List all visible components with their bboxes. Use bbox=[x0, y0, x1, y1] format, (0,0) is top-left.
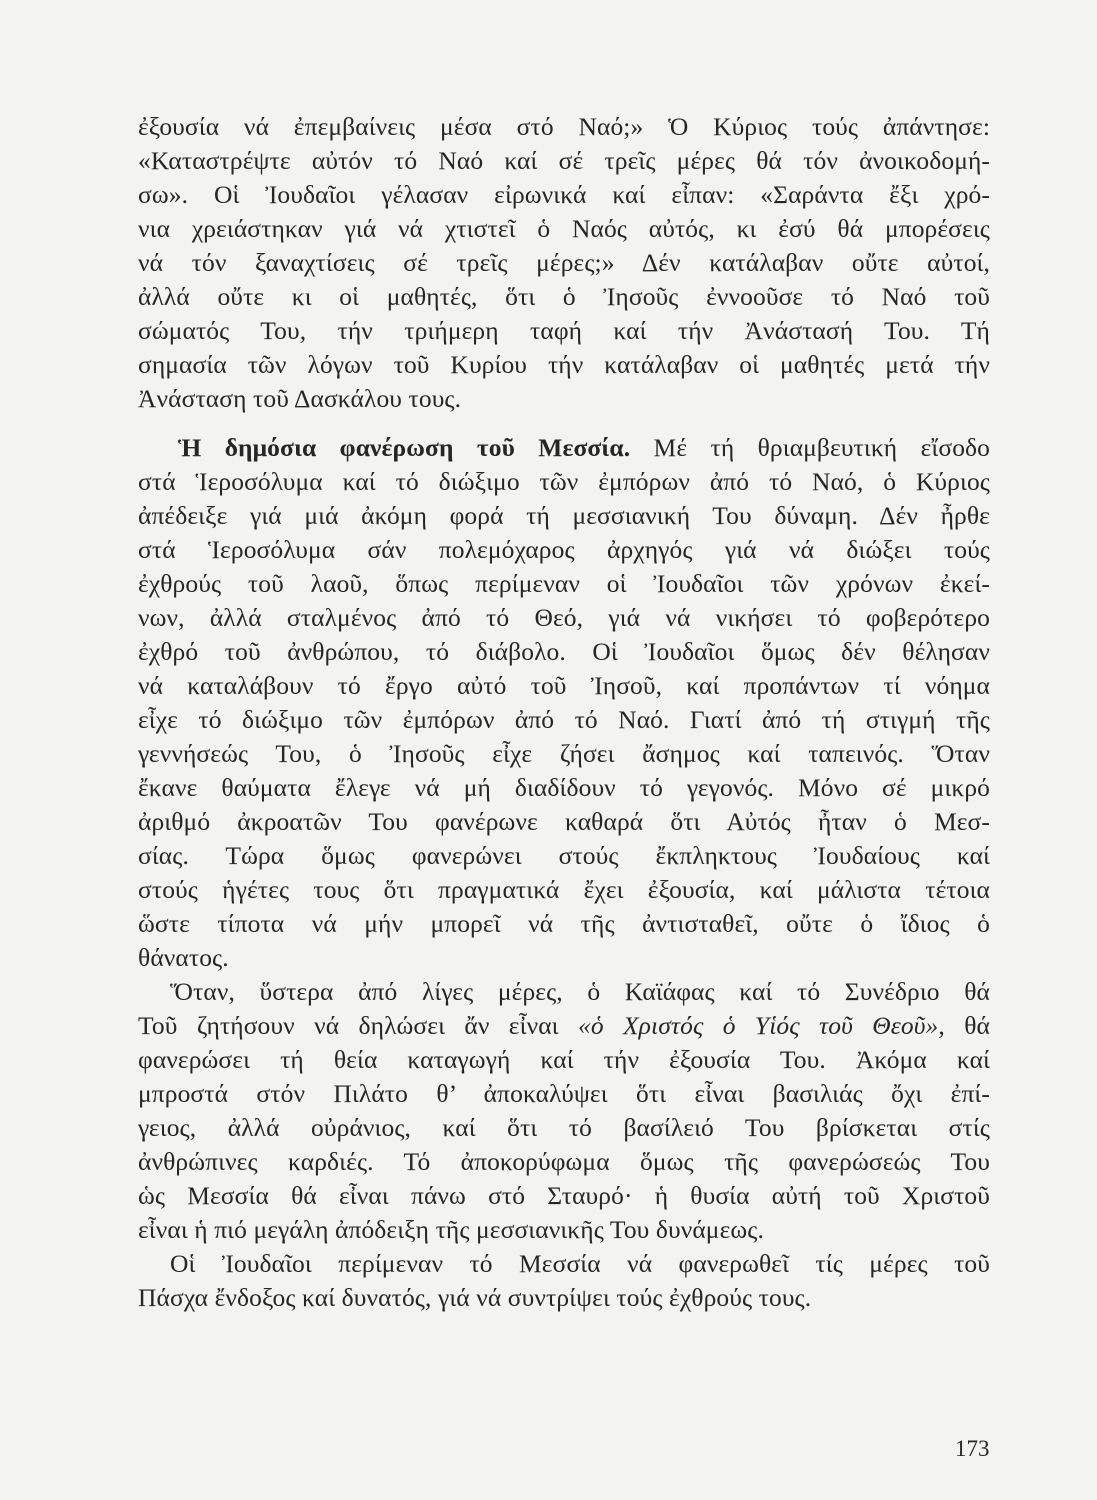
text-line: ὥστε τίποτα νά μήν μπορεῖ νά τῆς ἀντισταθεῖ, οὔτε ὁ ἴδιος ὁ bbox=[138, 909, 990, 938]
heading-line-rest: Μέ τή θριαμβευτική εἴσοδο bbox=[630, 433, 991, 462]
text-line: σημασία τῶν λόγων τοῦ Κυρίου τήν κατάλαβαν οἱ μαθητές μετά τήν bbox=[138, 350, 990, 379]
text-line: νά τόν ξαναχτίσεις σέ τρεῖς μέρες;» Δέν κατάλαβαν οὔτε αὐτοί, bbox=[138, 248, 990, 277]
text-line: «Καταστρέψτε αὐτόν τό Ναό καί σέ τρεῖς μέρες θά τόν ἀνοικοδομή- bbox=[138, 146, 990, 175]
text-line: στά Ἱεροσόλυμα σάν πολεμόχαρος ἀρχηγός γιά νά διώξει τούς bbox=[138, 535, 990, 564]
heading-line bbox=[138, 431, 990, 465]
paragraph-messiah bbox=[138, 431, 990, 975]
text-line: ἀλλά οὔτε κι οἱ μαθητές, ὅτι ὁ Ἰησοῦς ἐννοοῦσε τό Ναό τοῦ bbox=[138, 282, 990, 311]
text-line: ἐξουσία νά ἐπεμβαίνεις μέσα στό Ναό;» Ὁ Κύριος τούς ἀπάντησε: bbox=[138, 112, 990, 141]
text-line: φανερώσει τή θεία καταγωγή καί τήν ἐξουσία Του. Ἀκόμα καί bbox=[138, 1045, 990, 1074]
text-line: νια χρειάστηκαν γιά νά χτιστεῖ ὁ Ναός αὐτός, κι ἐσύ θά μπορέσεις bbox=[138, 214, 990, 243]
text-line: Οἱ Ἰουδαῖοι περίμεναν τό Μεσσία νά φανερωθεῖ τίς μέρες τοῦ bbox=[170, 1249, 990, 1278]
text-line: ὡς Μεσσία θά εἶναι πάνω στό Σταυρό· ἡ θυσία αὐτή τοῦ Χριστοῦ bbox=[138, 1181, 990, 1210]
text-line: μπροστά στόν Πιλάτο θ’ ἀποκαλύψει ὅτι εἶναι βασιλιάς ὄχι ἐπί- bbox=[138, 1079, 990, 1108]
text-line: νά καταλάβουν τό ἔργο αὐτό τοῦ Ἰησοῦ, καί προπάντων τί νόημα bbox=[138, 671, 990, 700]
paragraph-passover bbox=[138, 1247, 990, 1315]
text-line: ἀνθρώπινες καρδιές. Τό ἀποκορύφωμα ὅμως τῆς φανερώσεώς Του bbox=[138, 1147, 990, 1176]
text-line: ἐχθρούς τοῦ λαοῦ, ὅπως περίμεναν οἱ Ἰουδαῖοι τῶν χρόνων ἐκεί- bbox=[138, 569, 990, 598]
text-line: ἀπέδειξε γιά μιά ἀκόμη φορά τή μεσσιανική Του δύναμη. Δέν ἦρθε bbox=[138, 501, 990, 530]
text-line: γεννήσεώς Του, ὁ Ἰησοῦς εἶχε ζήσει ἄσημος καί ταπεινός. Ὅταν bbox=[138, 739, 990, 768]
text-line: ἐχθρό τοῦ ἀνθρώπου, τό διάβολο. Οἱ Ἰουδαῖοι ὅμως δέν θέλησαν bbox=[138, 637, 990, 666]
text-line: εἶχε τό διώξιμο τῶν ἐμπόρων ἀπό τό Ναό. Γιατί ἀπό τή στιγμή τῆς bbox=[138, 705, 990, 734]
text-line: εἶναι ἡ πιό μεγάλη ἀπόδειξη τῆς μεσσιανικῆς Του δυνάμεως. bbox=[138, 1215, 764, 1244]
text-segment: , θά bbox=[938, 1011, 991, 1040]
paragraph-caiaphas bbox=[138, 975, 990, 1247]
text-line: στούς ἡγέτες τους ὅτι πραγματικά ἔχει ἐξουσία, καί μάλιστα τέτοια bbox=[138, 875, 990, 904]
section-heading: Ἡ δημόσια φανέρωση τοῦ Μεσσία. bbox=[178, 433, 631, 462]
text-line: σίας. Τώρα ὅμως φανερώνει στούς ἔκπληκτους Ἰουδαίους καί bbox=[138, 841, 990, 870]
text-line: ἔκανε θαύματα ἔλεγε νά μή διαδίδουν τό γεγονός. Μόνο σέ μικρό bbox=[138, 773, 990, 802]
text-line: ἀριθμό ἀκροατῶν Του φανέρωνε καθαρά ὅτι Αὐτός ἦταν ὁ Μεσ- bbox=[138, 807, 990, 836]
page-body bbox=[138, 110, 990, 1315]
text-segment: Τοῦ ζητήσουν νά δηλώσει ἄν εἶναι bbox=[138, 1011, 578, 1040]
italic-quote: «ὁ Χριστός ὁ Υἱός τοῦ Θεοῦ» bbox=[577, 1011, 939, 1040]
text-line: σώματός Του, τήν τριήμερη ταφή καί τήν Ἀνάστασή Του. Τή bbox=[138, 316, 990, 345]
text-line: Ὅταν, ὕστερα ἀπό λίγες μέρες, ὁ Καϊάφας καί τό Συνέδριο θά bbox=[170, 977, 990, 1006]
text-line bbox=[138, 1009, 990, 1043]
text-line: γειος, ἀλλά οὐράνιος, καί ὅτι τό βασίλειό Του βρίσκεται στίς bbox=[138, 1113, 990, 1142]
text-line: Ἀνάσταση τοῦ Δασκάλου τους. bbox=[138, 384, 462, 413]
text-line: θάνατος. bbox=[138, 943, 229, 972]
text-line: στά Ἱεροσόλυμα καί τό διώξιμο τῶν ἐμπόρων ἀπό τό Ναό, ὁ Κύριος bbox=[138, 467, 990, 496]
page-number: 173 bbox=[955, 1436, 990, 1461]
text-line: νων, ἀλλά σταλμένος ἀπό τό Θεό, γιά νά νικήσει τό φοβερότερο bbox=[138, 603, 990, 632]
text-line: Πάσχα ἔνδοξος καί δυνατός, γιά νά συντρίψει τούς ἐχθρούς τους. bbox=[138, 1283, 812, 1312]
paragraph-temple bbox=[138, 110, 990, 416]
text-line: σω». Οἱ Ἰουδαῖοι γέλασαν εἰρωνικά καί εἶπαν: «Σαράντα ἔξι χρό- bbox=[138, 180, 990, 209]
